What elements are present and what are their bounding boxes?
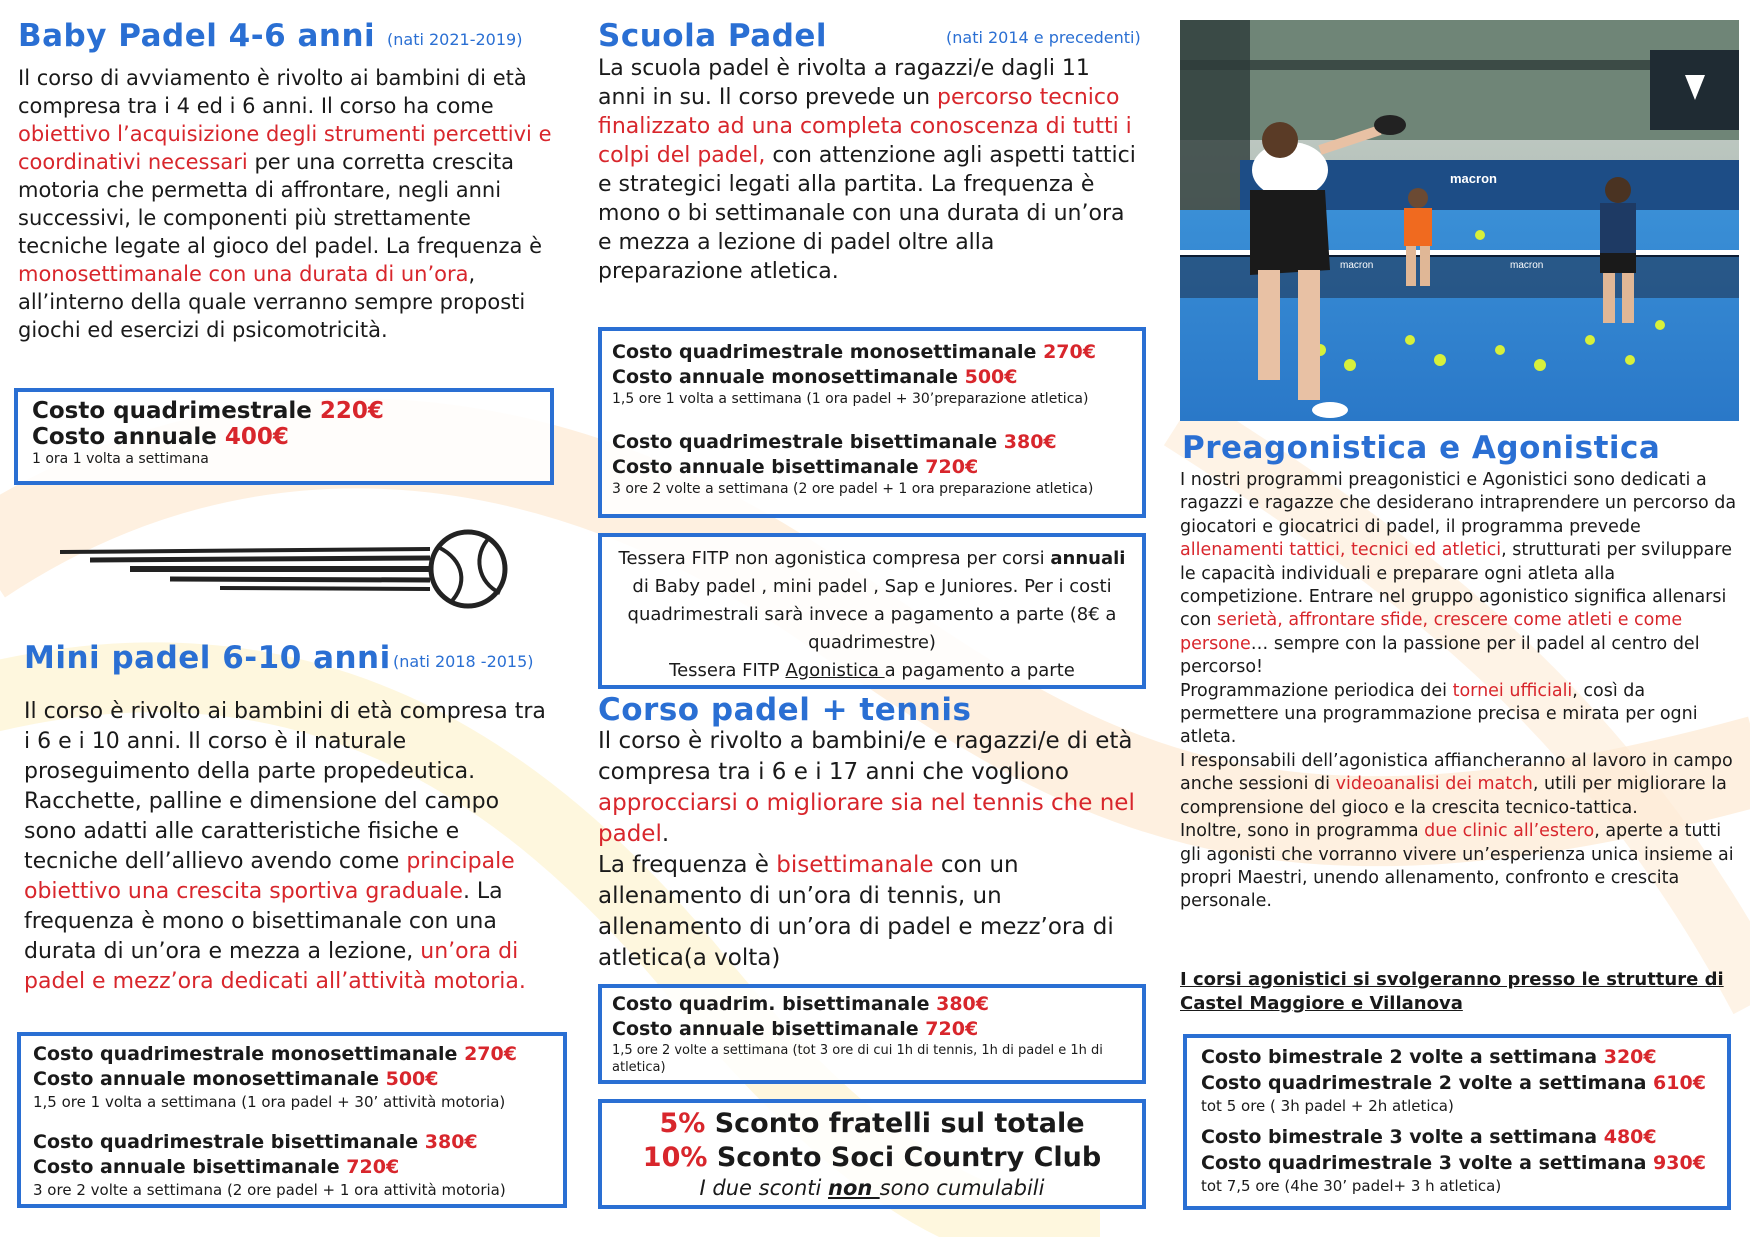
body-text: I nostri programmi preagonistici e Agonistici sono dedicati a ragazzi e ragazze che desiderano intraprendere un percorso da giocatori e giocatrici di padel, il programma prevede <box>1180 470 1737 537</box>
body-text: Il corso è rivolto a bambini/e e ragazzi/e di età compresa tra i 6 e i 17 anni che vogliono <box>598 728 1133 785</box>
body-text: . La frequenza è mono o bisettimanale con una durata di un’ora e mezza a lezione, <box>24 879 503 964</box>
discount-percent: 5% <box>659 1108 706 1139</box>
tennis-description-p2 <box>598 850 1148 974</box>
baby-title: Baby Padel 4-6 anni <box>18 18 376 54</box>
price-label: Costo quadrimestrale 2 volte a settimana <box>1201 1072 1647 1094</box>
discount-box <box>598 1099 1146 1209</box>
price-value: 320€ <box>1603 1046 1657 1068</box>
agon-price-box <box>1183 1034 1731 1210</box>
scuola-price-box <box>598 327 1146 518</box>
highlight-text: allenamenti tattici, tecnici ed atletici <box>1180 540 1502 561</box>
price-label: Costo annuale monosettimanale <box>612 366 958 388</box>
tennis-title: Corso padel + tennis <box>598 692 972 728</box>
scuola-birth-years: (nati 2014 e precedenti) <box>946 28 1141 47</box>
agon-title: Preagonistica e Agonistica <box>1182 430 1661 466</box>
price-label: Costo annuale bisettimanale <box>612 1018 919 1040</box>
body-text: La frequenza è <box>598 852 777 878</box>
price-value: 720€ <box>346 1156 400 1178</box>
highlight-text: obiettivo l’acquisizione degli strumenti percettivi e coordinativi necessari <box>18 122 552 174</box>
price-label: Costo bimestrale 3 volte a settimana <box>1201 1126 1598 1148</box>
highlight-text: bisettimanale <box>776 852 934 878</box>
price-value: 270€ <box>464 1043 517 1065</box>
price-value: 480€ <box>1603 1126 1657 1148</box>
body-text: per una corretta crescita motoria che permetta di affrontare, negli anni successivi, le componenti più strettamente tecniche legate al gioco del padel. La frequenza è <box>18 150 543 258</box>
discount-note: I due sconti <box>699 1176 829 1200</box>
price-note: 1,5 ore 2 volte a settimana (tot 3 ore di cui 1h di tennis, 1h di padel e 1h di atletica) <box>612 1043 1103 1075</box>
price-value: 270€ <box>1043 341 1096 363</box>
fitp-agonistica-text: a pagamento a parte <box>884 660 1075 681</box>
mini-birth-years: (nati 2018 -2015) <box>393 652 534 671</box>
price-label: Costo annuale <box>32 424 217 450</box>
mini-price-box <box>17 1032 567 1208</box>
mini-title: Mini padel 6-10 anni <box>24 640 391 676</box>
body-text: La scuola padel è rivolta a ragazzi/e dagli 11 anni in su. Il corso prevede un <box>598 56 1090 110</box>
discount-label: Sconto fratelli sul totale <box>705 1108 1085 1139</box>
speeding-ball-icon <box>60 525 515 615</box>
price-value: 380€ <box>1003 431 1057 453</box>
fitp-agonistica-underlined: Agonistica <box>785 660 885 681</box>
price-note: 1,5 ore 1 volta a settimana (1 ora padel + 30’ attività motoria) <box>33 1093 506 1111</box>
highlight-text: un’ora di padel e mezz’ora dedicati all’attività motoria. <box>24 939 526 994</box>
price-label: Costo quadrimestrale monosettimanale <box>33 1043 458 1065</box>
body-text: , utili per migliorare la comprensione del gioco e la crescita tecnico-tattica. Inoltre, sono in programma <box>1180 774 1727 842</box>
price-note: 3 ore 2 volte a settimana (2 ore padel + 1 ora preparazione atletica) <box>612 481 1094 497</box>
highlight-text: tornei ufficiali <box>1452 680 1573 701</box>
price-note: tot 7,5 ore (4he 30’ padel+ 3 h atletica) <box>1201 1177 1502 1195</box>
mini-description <box>24 697 554 997</box>
price-label: Costo quadrimestrale bisettimanale <box>612 431 998 453</box>
net-band-text: macron <box>1340 260 1374 271</box>
net-band-text: macron <box>1510 260 1544 271</box>
body-text: . <box>661 821 670 847</box>
price-label: Costo annuale monosettimanale <box>33 1068 379 1090</box>
body-text: con attenzione agli aspetti tattici e strategici legati alla partita. La frequenza è mono o bi settimanale con una durata di un’ora e mezza a lezione di padel oltre alla preparazione atletica. <box>598 143 1136 284</box>
price-value: 220€ <box>319 398 384 424</box>
padel-photo-illustration <box>1180 20 1739 421</box>
discount-note-emphasis: non <box>828 1176 880 1200</box>
body-text: , aperte a tutti gli agonisti che vorranno vivere un’esperienza unica insieme ai propri Maestri, unendo allenamento, confronto e crescita personale. <box>1180 821 1734 912</box>
fitp-text: di Baby padel , mini padel , Sap e Juniores. Per i costi quadrimestrali sarà invece a pagamento a parte (8€ a quadrimestre) <box>627 576 1117 653</box>
price-value: 720€ <box>925 456 979 478</box>
price-label: Costo quadrimestrale bisettimanale <box>33 1131 419 1153</box>
price-label: Costo annuale bisettimanale <box>33 1156 340 1178</box>
baby-birth-years: (nati 2021-2019) <box>387 30 523 49</box>
price-label: Costo quadrimestrale <box>32 398 312 424</box>
body-text: con un allenamento di un’ora di tennis, un allenamento di un’ora di padel e mezz’ora di atletica(a volta) <box>598 852 1114 971</box>
body-text: , strutturati per sviluppare le capacità individuali e preparare ogni atleta alla competizione. Entrare nel gruppo agonistico significa allenarsi con <box>1180 540 1732 631</box>
price-note: tot 5 ore ( 3h padel + 2h atletica) <box>1201 1097 1454 1115</box>
highlight-text: due clinic all’estero <box>1424 821 1595 842</box>
highlight-text: monosettimanale con una durata di un’ora <box>18 262 469 286</box>
price-label: Costo annuale bisettimanale <box>612 456 919 478</box>
agon-description <box>1180 469 1740 914</box>
price-label: Costo quadrimestrale monosettimanale <box>612 341 1037 363</box>
highlight-text: serietà, affrontare sfide, crescere come atleti e come persone <box>1180 610 1683 654</box>
price-value: 500€ <box>385 1068 439 1090</box>
body-text: , così da permettere una programmazione precisa e mirata per ogni atleta. I responsabili dell’agonistica affiancheranno al lavoro in campo anche sessioni di <box>1180 680 1733 795</box>
price-label: Costo bimestrale 2 volte a settimana <box>1201 1046 1604 1068</box>
discount-percent: 10% <box>642 1142 708 1173</box>
body-text: Il corso di avviamento è rivolto ai bambini di età compresa tra i 4 ed i 6 anni. Il corso ha come <box>18 66 527 118</box>
price-value: 500€ <box>964 366 1018 388</box>
fitp-text-bold: annuali <box>1050 548 1126 569</box>
tennis-description-p1 <box>598 726 1148 850</box>
body-text: Programmazione periodica dei <box>1180 680 1448 701</box>
discount-label: Sconto Soci Country Club <box>707 1142 1102 1173</box>
body-text: … sempre con la passione per il padel al centro del percorso! <box>1180 633 1700 678</box>
scuola-title: Scuola Padel <box>598 18 828 54</box>
tennis-price-box <box>598 984 1146 1084</box>
price-label: Costo quadrim. bisettimanale <box>612 993 930 1015</box>
padel-court-photo <box>1180 20 1739 421</box>
fitp-text: Tessera FITP non agonistica compresa per corsi <box>618 548 1045 569</box>
baby-description <box>18 64 553 344</box>
price-value: 400€ <box>224 424 289 450</box>
price-value: 380€ <box>936 993 989 1015</box>
price-note: 1 ora 1 volta a settimana <box>32 451 209 467</box>
highlight-text: principale obiettivo una crescita sportiva graduale <box>24 849 515 904</box>
baby-price-box <box>14 388 554 485</box>
tennis-description <box>598 726 1148 974</box>
body-text: Il corso è rivolto ai bambini di età compresa tra i 6 e i 10 anni. Il corso è il naturale proseguimento della parte propedeutica. Racchette, palline e dimensione del campo sono adatti alle caratteristiche fisiche e tecniche dell’allievo avendo come <box>24 699 546 874</box>
discount-note: sono cumulabili <box>879 1176 1045 1200</box>
price-value: 720€ <box>925 1018 979 1040</box>
body-text: , all’interno della quale verranno sempre proposti giochi ed esercizi di psicomotricità. <box>18 262 526 342</box>
fitp-agonistica-text: Tessera FITP <box>669 660 786 681</box>
fitp-info-box <box>598 533 1146 689</box>
price-value: 610€ <box>1653 1072 1706 1094</box>
price-label: Costo quadrimestrale 3 volte a settimana <box>1201 1152 1647 1174</box>
highlight-text: approcciarsi o migliorare sia nel tennis che nel padel <box>598 790 1135 847</box>
price-value: 930€ <box>1653 1152 1706 1174</box>
agon-location: I corsi agonistici si svolgeranno presso le strutture di Castel Maggiore e Villanova <box>1180 969 1724 1014</box>
price-note: 3 ore 2 volte a settimana (2 ore padel + 1 ora attività motoria) <box>33 1181 506 1199</box>
price-value: 380€ <box>424 1131 478 1153</box>
price-note: 1,5 ore 1 volta a settimana (1 ora padel + 30’preparazione atletica) <box>612 391 1089 407</box>
highlight-text: percorso tecnico finalizzato ad una completa conoscenza di tutti i colpi del padel, <box>598 85 1132 168</box>
banner-text: macron <box>1450 171 1497 186</box>
highlight-text: videoanalisi dei match <box>1335 774 1533 795</box>
scuola-description <box>598 54 1143 286</box>
